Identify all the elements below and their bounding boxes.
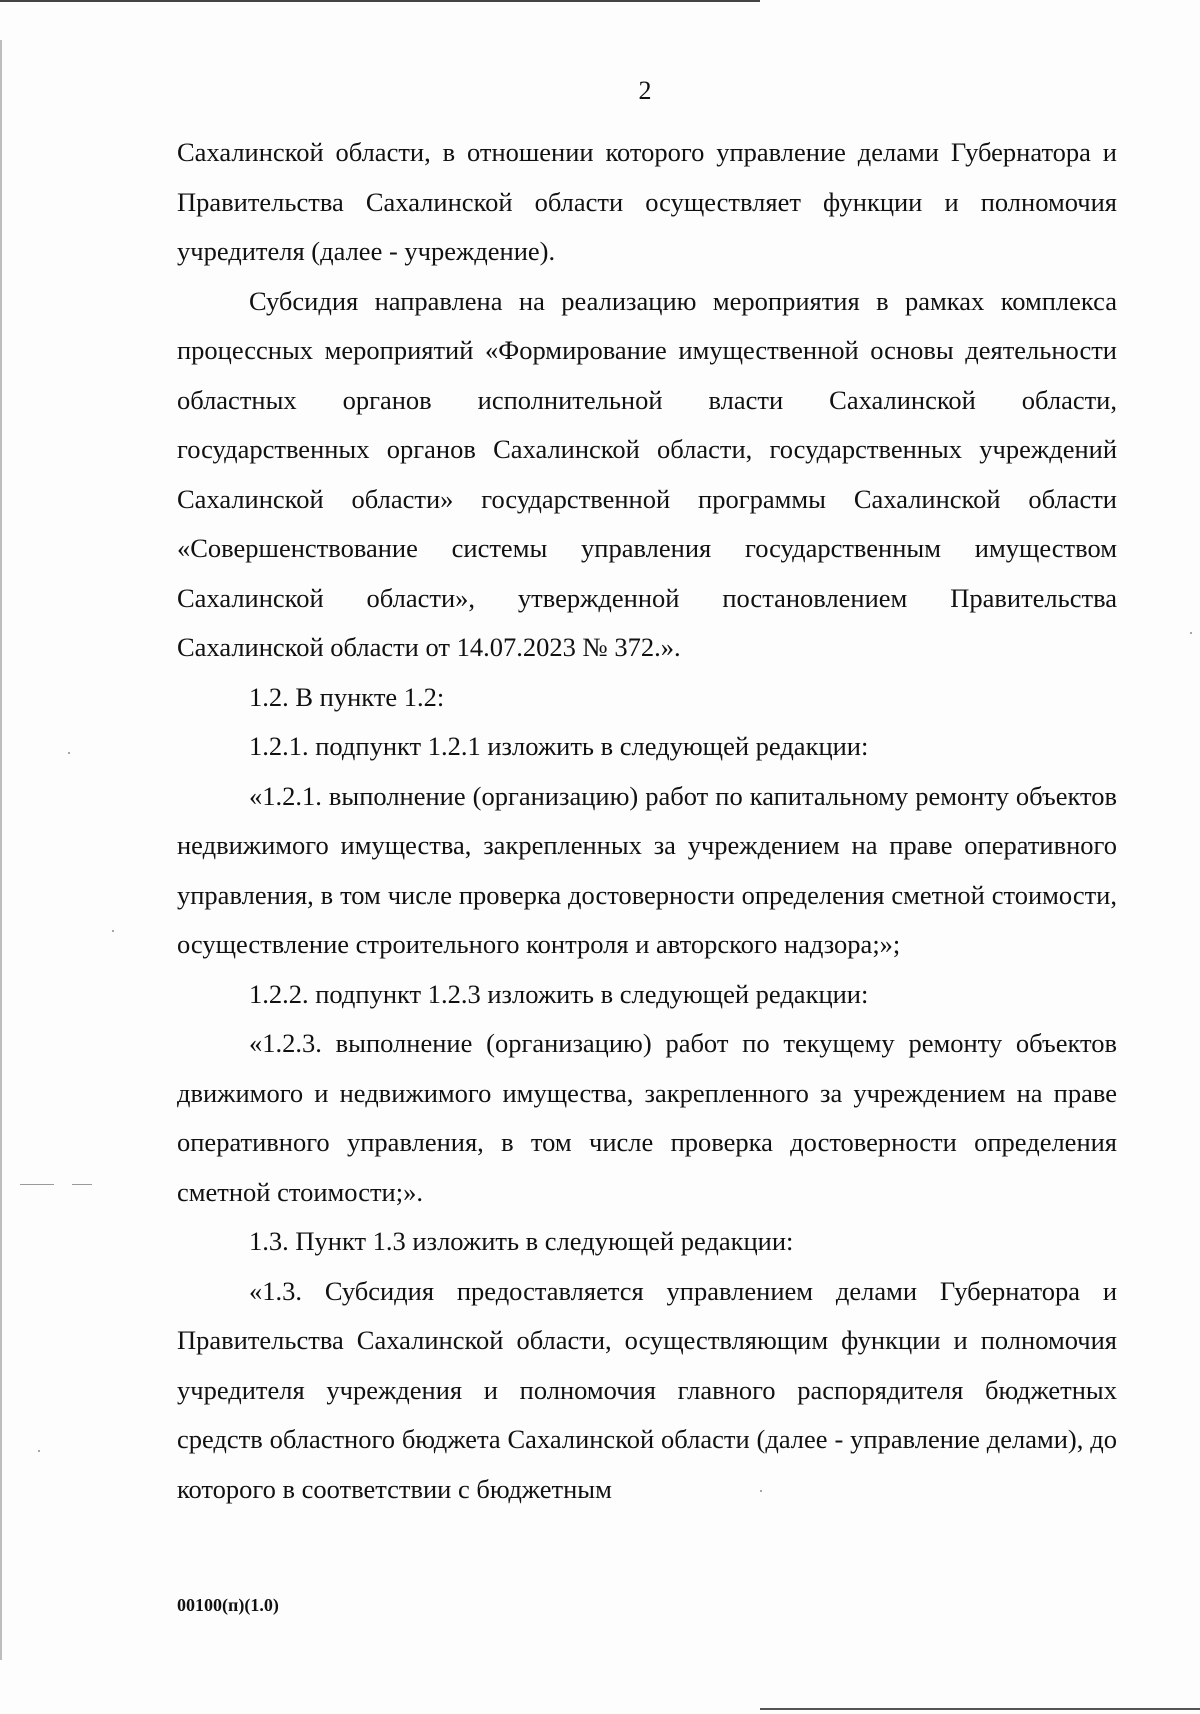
scan-speck — [1190, 632, 1192, 634]
paragraph-subsidy-purpose: Субсидия направлена на реализацию мероприятия в рамках комплекса процессных мероприятий «Формирование имущественной основы деятельности областных органов исполнительной власти Сахалинской области, государственных органов Сахалинской области, государственных учреждений Сахалинской области» государственной программы Сахалинской области «Совершенствование системы управления государственным имуществом Сахалинской области», утвержденной постановлением Правительства Сахалинской области от 14.07.2023 № 372.». — [177, 285, 1117, 662]
scan-speck — [68, 752, 70, 754]
paragraph-item-1-2-1: 1.2.1. подпункт 1.2.1 изложить в следующей редакции: — [249, 731, 869, 761]
paragraph-item-1-2: 1.2. В пункте 1.2: — [249, 681, 445, 712]
paragraph-institution-intro: Сахалинской области, в отношении которого управление делами Губернатора и Правительства Сахалинской области осуществляет функции и полномочия учредителя (далее - учреждение). — [177, 137, 1117, 266]
paragraph-capital-repair: «1.2.1. выполнение (организацию) работ по капитальному ремонту объектов недвижимого имущества, закрепленных за учреждением на праве оперативного управления, в том числе проверка достоверности определения сметной стоимости, осуществление строительного контроля и авторского надзора;»; — [177, 780, 1117, 959]
bottom-scan-edge — [760, 1708, 1200, 1710]
scan-speck — [38, 1450, 40, 1452]
scan-speck — [112, 930, 114, 932]
page-number: 2 — [638, 76, 652, 105]
document-body — [177, 128, 1117, 1514]
paragraph-current-repair: «1.2.3. выполнение (организацию) работ по текущему ремонту объектов движимого и недвижимого имущества, закрепленного за учреждением на праве оперативного управления, в том числе проверка достоверности определения сметной стоимости;». — [177, 1028, 1117, 1207]
scan-speck — [72, 1184, 92, 1185]
paragraph-item-1-2-2: 1.2.2. подпункт 1.2.3 изложить в следующей редакции: — [249, 978, 869, 1009]
scan-speck — [20, 1184, 54, 1185]
top-scan-edge — [0, 0, 760, 2]
left-scan-edge — [0, 40, 2, 1660]
footer-form-code: 00100(п)(1.0) — [177, 1595, 279, 1615]
paragraph-item-1-3: 1.3. Пункт 1.3 изложить в следующей редакции: — [249, 1226, 794, 1256]
paragraph-subsidy-provider: «1.3. Субсидия предоставляется управлением делами Губернатора и Правительства Сахалинской области, осуществляющим функции и полномочия учредителя учреждения и полномочия главного распорядителя бюджетных средств областного бюджета Сахалинской области (далее - управление делами), до которого в соответствии с бюджетным — [177, 1275, 1117, 1504]
